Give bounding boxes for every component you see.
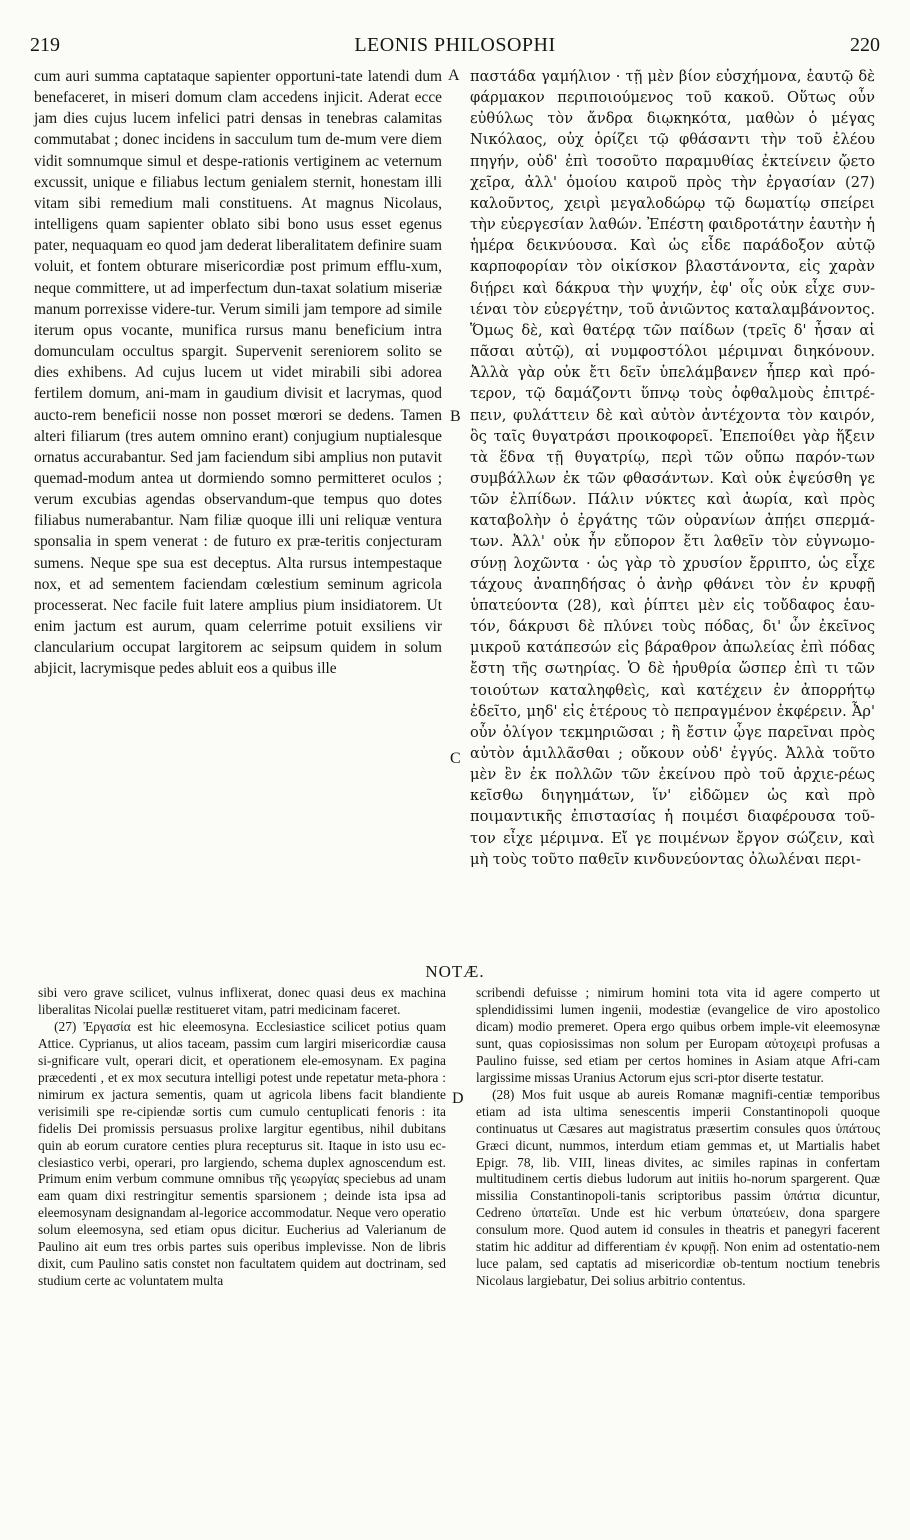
greek-paragraph: παστάδα γαμήλιον · τῇ μὲν βίον εὐσχήμονα, ἑαυτῷ δὲ φάρμακον περιποιούμενος τοῦ κακοῦ. Οὕτως οὖν εὐθύλως τὸν ἄνδρα διῳκηκότα, μαθὼν ὁ μέγας Νικόλαος, οὐχ ὁρίζει τῷ φθάσαντι τὴν τοῦ ἐλέου πηγήν, οὐδ' ἐπὶ τοσοῦτο παραμυθίας ἐκτείνειν ᾤετο χεῖρα, ἀλλ' ὁμοίου καιροῦ πρὸς τὴν ἐργασίαν (27) καλοῦντος, χειρὶ μεγαλοδώρῳ τῷ δωματίῳ σπείρει τὴν εὐεργεσίαν λαθών. Ἐπέστη φαιδροτάτην ἑαυτὴν ἡ ἡμέρα δεικνύουσα. Καὶ ὡς εἶδε παράδοξον αὐτῷ καρποφορίαν τὸν οἰκίσκον βλαστάνοντα, εἰς χαρὰν διῄρει καὶ δάκρυα τὴν ψυχήν, ἐφ' οἷς οὐκ εἶχε συν-ιέναι τὸν εὐεργέτην, τοῦ ἀνιῶντος καταλαμβάνοντος. Ὅμως δὲ, καὶ θατέρᾳ τῶν παίδων (τρεῖς δ' ἦσαν αἱ πᾶσαι αὐτῷ), αἱ νυμφοστόλοι μέριμναι διηκόνουν. Ἀλλὰ γὰρ οὐκ ἔτι δεῖν ὑπελάμβανεν ἧπερ καὶ πρό-τερον, τῷ δαμάζοντι ὕπνῳ τοὺς ὀφθαλμοὺς ἐπιτρέ-πειν, φυλάττειν δὲ καὶ αὐτὸν ἀντέχοντα τὸν καιρόν, ὃς ταῖς θυγατράσι προικοφορεῖ. Ἐπεποίθει γὰρ ἥξειν τὰ ἕδνα τῇ θυγατρίῳ, περὶ τῶν οὔπω παρόν-των συμβάλλων ἐκ τῶν φθασάντων. Καὶ οὐκ ἐψεύσθη γε τῶν ἐλπίδων. Πάλιν νύκτες καὶ ἀωρία, καὶ πρὸς καταβολὴν ὁ ἐργάτης τῶν οὐρανίων ἀπῄει σπερμά-των. Ἀλλ' οὐκ ἦν εὔπορον ἔτι λαθεῖν τὸν εὐγνωμο-σύνῃ λοχῶντα · ὡς γὰρ τὸ χρυσίον ἔρριπτο, ὡς εἶχε τάχους ἀναπηδήσας ὁ ἀνὴρ φθάνει τὸν ἐν κρυφῇ ὑπατεύοντα (28), καὶ ῥίπτει μὲν εἰς τοὔδαφος ἑαυ-τόν, δάκρυσι δὲ πλύνει τοὺς πόδας, δι' ὧν ἐκεῖνος μικροῦ κατάπεσών εἰς βάραθρον ἀπωλείας ἐπὶ πόδας ἔστη τῆς σωτηρίας. Ὁ δὲ ἠρυθρία ὥσπερ ἐπὶ τι τῶν τοιούτων καταληφθεὶς, καὶ κατέχειν ἐν ἀπορρήτῳ ἐδεῖτο, μηδ' εἰς ἑτέρους τὸ πεπραγμένον ἐκφέρειν. Ἆρ' οὖν ὀλίγον τεκμηριῶσαι ; ἢ ἔστιν ᾧγε παρεῖναι πρὸς αὐτὸν ἁμιλλᾶσθαι ; οὔκουν οὐδ' ἐγγύς. Ἀλλὰ τοῦτο μὲν ἓν ἐκ πολλῶν τῶν ἐκείνου πρὸ τοῦ ἀρχιε-ρέως κεῖσθω διηγημάτων, ἵν' εἰδῶμεν ὡς καὶ πρὸ ποιμαντικῆς ἐπιστασίας ἡ ποιμέσι διαφέρουσα τοῦ-τον εἶχε μέριμνα. Εἴ γε ποιμένων ἔργον σώζειν, καὶ μὴ τοὺς τοῦτο παθεῖν κινδυνεύοντας ὀλωλέναι περι-: [470, 68, 875, 868]
notes-left-column: [38, 985, 446, 1290]
greek-text-column: [470, 66, 875, 870]
section-marker-a: A: [448, 67, 460, 84]
notes-heading: NOTÆ.: [425, 962, 485, 981]
note-27: (27) Ἐργασία est hic eleemosyna. Ecclesiastice scilicet potius quam Attice. Cyprianus, ut alios taceam, passim cum largiri misericordiæ causa si-gnificare vult, operari dicit, et operationem ele-emosynam. Ex pagina præcedenti , et ex mox secutura intelligi potest unde repetatur meta-phora : nimirum ex jactura sementis, quam ut agricola libens facit blandiente verisimili spe re-cipiendæ sortis cum cumulo centuplicati fenoris : ita fidelis Dei promissis persuasus prolixe largitur egentibus, nihil dubitans quin ab eorum curatore centies plura recepturus sit. Itaque in isto usu ec-clesiastico verbi, operari, pro largiendo, schema duplex agnoscendum est. Primum enim verbum commune omnibus τῆς γεωργίας speciebus ad unam eam quam dixi restringitur sementis sparsionem ; deinde ista ipsa ad eleemosynam designandam al-legorice accommodatur. Neque vero operatio solum eleemosyna, sed etiam opus dicitur. Eucherius ad Valerianum de Paulino ait eum tres orbis partes suis operibus implevisse. Non de libris dixit, cum Paulino satis constet non facultatem quidem aut doctrinam, sed studium certe ac voluntatem multa: [38, 1018, 446, 1289]
note-27-continuation: scribendi defuisse ; nimirum homini tota vita id agere comperto ut splendidissimi lumen ingenii, modestiæ (evangelice de viro apostolico dicam) modio premeret. Opera ergo quibus orbem imple-vit eleemosynæ sunt, quas copiosissimas non solum per Europam αὐτοχειρὶ profusas a Paulino fuisse, sed etiam per certos homines in Asiam atque Afri-cam largissime missas Uranius Actorum ejus scri-ptor diserte testatur.: [476, 985, 880, 1085]
section-marker-b: B: [450, 408, 461, 425]
running-header: [30, 34, 880, 58]
page-number-right: 220: [850, 34, 880, 56]
note-continuation: sibi vero grave scilicet, vulnus inflixerat, donec quasi deus ex machina liberalitas Nicolai puellæ restitueret vitam, patri medicinam faceret.: [38, 985, 446, 1017]
running-title: LEONIS PHILOSOPHI: [354, 34, 556, 56]
note-28: (28) Mos fuit usque ab aureis Romanæ magnifi-centiæ temporibus etiam ad ista ultima senescentis imperii Constantinopoli quoque continuatus ut Cæsares aut magistratus præsertim consules quos ὑπάτους Græci dicunt, nummos, interdum etiam gemmas et, ut Martialis habet Epigr. 78, lib. VIII, lineas divites, ac similes rapinas in confertam multitudinem certis diebus ludorum aut initiis ho-norum spargerent. Quæ missilia Constantinopoli-tanis scriptoribus passim ὑπάτια dicuntur, Cedreno ὑπατεῖαι. Unde est hic verbum ὑπατεύειν, dona spargere consulum more. Quod autem id consules in theatris et panegyri facerent statim hic additur ad differentiam ἐν κρυφῇ. Non enim ad ostentatio-nem luce palam, sed captatis ad misericordiæ ob-tentum noctium tenebris Nicolaus largiebatur, Dei solius arbitrio contentus.: [476, 1086, 880, 1289]
latin-text-column: [34, 66, 442, 680]
latin-paragraph: cum auri summa captataque sapienter opportuni-tate latendi dum benefaceret, in miseri domum clam accedens injicit. Aderat ecce jam dies cujus lucem infelici patri densas in tenebras calamitas commutabat ; donec incidens in sacculum tum de-mum vere diem vidit somnumque simul et despe-rationis vertiginem ac veternum excussit, unique e filiabus lectum genialem sternit, honestam illi vitam sibi remedium mali constituens. At magnus Nicolaus, intelligens quam sapienter oblato sibi bono usus esset egenus pater, nequaquam eo quod jam dederat liberalitatem definire suam voluit, et fontem obturare misericordiæ post primum efflu-xum, neque committere, ut ad imperfectum dun-taxat solatium miseriæ manum porrexisse videre-tur. Verum simili jam tempore ad simile iterum opus vocante, munifica rursus manu beneficium intra domunculam occultus spargit. Supervenit sereniorem solito se dies exhibens. Ad cujus lucem ut videt mirabili sibi adorea fertilem domum, ani-mam in gaudium divisit et lacrymas, quod aucto-rem beneficii nosse non posset mœrori se dedens. Tamen alteri filiarum (tres autem omnino erant) conjugium nuptialesque ornatus accurabantur. Sed jam faciendum sibi amplius non putavit quemad-modum antea ut dormiendo somno permitteret oculos ; verum excubias agendas observandum-que tempus quo dotes filiabus numerabantur. Nam filiæ quoque illi uni reliquæ ventura sponsalia in spem venerat : de futuro ex præ-teritis conjecturam sumens. Neque spe sua est deceptus. Alta rursus intempestaque nox, et ad sementem faciendam cœlestium seminum agricola processerat. Nec facile fuit latere amplius pium insidiatorem. Ut enim jactum est aurum, quam celerrime potuit exsiliens vir clancularium occupat largitorem ac seipsum quidem in solum abjicit, lacrymisque pedes abluit eos a quibus ille: [34, 68, 442, 678]
section-marker-d: D: [452, 1090, 464, 1107]
section-marker-c: C: [450, 750, 461, 767]
page-number-left: 219: [30, 34, 60, 56]
notes-right-column: [476, 985, 880, 1290]
